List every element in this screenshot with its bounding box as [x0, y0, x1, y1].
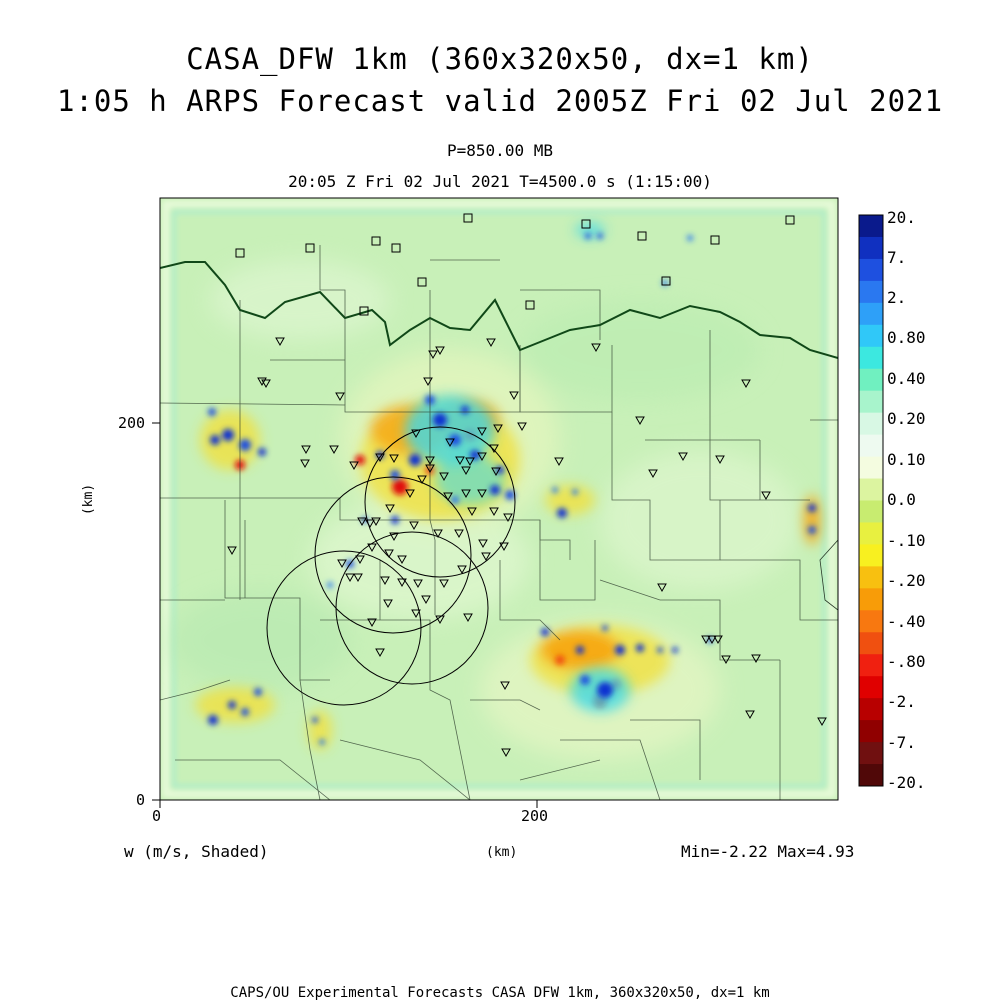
x-tick-200: 200 — [521, 807, 549, 825]
colorbar-label-11: -.80 — [887, 652, 926, 671]
colorbar-swatch — [859, 501, 883, 523]
title-line-2: 1:05 h ARPS Forecast valid 2005Z Fri 02 Jul 2021 — [56, 84, 944, 118]
colorbar-label-0: 20. — [887, 208, 916, 227]
valid-time: 20:05 Z Fri 02 Jul 2021 T=4500.0 s (1:15:00) — [288, 172, 712, 191]
colorbar-swatch — [859, 413, 883, 435]
colorbar-label-13: -7. — [887, 733, 916, 752]
colorbar-swatch — [859, 215, 883, 237]
title-line-1: CASA_DFW 1km (360x320x50, dx=1 km) — [186, 42, 814, 76]
y-tick-200: 200 — [118, 414, 146, 432]
colorbar-swatch — [859, 676, 883, 698]
colorbar-swatch — [859, 764, 883, 786]
colorbar-swatch — [859, 303, 883, 325]
colorbar-label-4: 0.40 — [887, 369, 926, 388]
colorbar-label-8: -.10 — [887, 531, 926, 550]
colorbar-swatch — [859, 566, 883, 588]
y-tick-0: 0 — [136, 791, 146, 809]
min-max-stats: Min=-2.22 Max=4.93 — [681, 842, 855, 861]
colorbar-swatch — [859, 720, 883, 742]
colorbar-swatch — [859, 325, 883, 347]
colorbar-swatch — [859, 237, 883, 259]
x-tick-0: 0 — [152, 807, 162, 825]
colorbar-label-9: -.20 — [887, 571, 926, 590]
colorbar-label-7: 0.0 — [887, 490, 916, 509]
field-label: w (m/s, Shaded) — [124, 842, 269, 861]
y-axis-label: (km) — [81, 483, 97, 516]
colorbar-label-3: 0.80 — [887, 328, 926, 347]
colorbar-label-1: 7. — [887, 248, 907, 267]
colorbar-label-6: 0.10 — [887, 450, 926, 469]
colorbar-swatch — [859, 479, 883, 501]
colorbar-swatch — [859, 654, 883, 676]
colorbar-swatch — [859, 632, 883, 654]
colorbar-swatch — [859, 281, 883, 303]
credit-line: CAPS/OU Experimental Forecasts CASA DFW 1km, 360x320x50, dx=1 km — [230, 985, 770, 1001]
colorbar — [859, 215, 883, 787]
colorbar-swatch — [859, 457, 883, 479]
colorbar-swatch — [859, 588, 883, 610]
colorbar-label-14: -20. — [887, 773, 926, 792]
vertical-velocity-field — [160, 198, 838, 800]
colorbar-swatch — [859, 435, 883, 457]
colorbar-label-2: 2. — [887, 288, 907, 307]
colorbar-swatch — [859, 610, 883, 632]
colorbar-swatch — [859, 347, 883, 369]
colorbar-swatch — [859, 369, 883, 391]
colorbar-label-10: -.40 — [887, 612, 926, 631]
colorbar-label-12: -2. — [887, 692, 916, 711]
colorbar-swatch — [859, 544, 883, 566]
pressure-level: P=850.00 MB — [447, 141, 553, 160]
colorbar-swatch — [859, 391, 883, 413]
colorbar-swatch — [859, 698, 883, 720]
x-axis-label: (km) — [486, 845, 518, 860]
colorbar-swatch — [859, 742, 883, 764]
colorbar-swatch — [859, 522, 883, 544]
colorbar-swatch — [859, 259, 883, 281]
colorbar-label-5: 0.20 — [887, 409, 926, 428]
